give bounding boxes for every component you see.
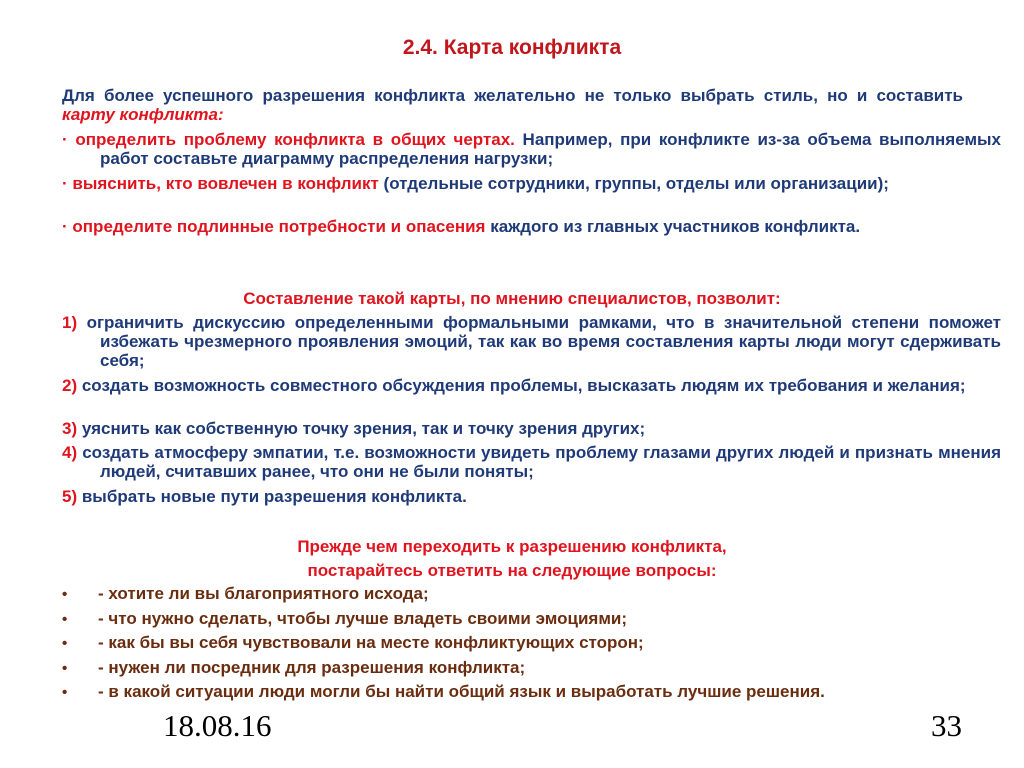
benefit-item <box>62 313 1001 370</box>
step-key-phrase: выяснить, кто вовлечен в конфликт <box>72 174 379 193</box>
intro-paragraph <box>62 86 963 124</box>
question-item <box>62 633 982 654</box>
benefit-number: 1) <box>62 313 78 332</box>
step-item <box>62 217 1001 236</box>
questions-heading-line1: Прежде чем переходить к разрешению конфликта, <box>297 537 727 556</box>
question-item <box>62 609 982 630</box>
step-item <box>62 174 1001 193</box>
benefits-heading: Составление такой карты, по мнению специалистов, позволит: <box>243 289 781 308</box>
benefit-text: ограничить дискуссию определенными формальными рамками, что в значительной степени поможет избежать чрезмерного проявления эмоций, так как во время составления карты люди могут сдерживать себя; <box>77 313 1001 370</box>
step-bullet: · <box>62 217 68 236</box>
step-bullet: · <box>62 174 68 193</box>
benefit-item <box>62 419 1001 438</box>
question-text: - нужен ли посредник для разрешения конфликта; <box>98 658 526 677</box>
benefit-text: создать возможность совместного обсуждения проблемы, высказать людям их требования и желания; <box>77 376 966 395</box>
footer-date: 18.08.16 <box>163 708 272 743</box>
bullet-icon: • <box>62 684 68 701</box>
benefit-item <box>62 487 1001 506</box>
benefit-text: выбрать новые пути разрешения конфликта. <box>77 487 467 506</box>
step-key-phrase: определить проблему конфликта в общих чертах. <box>75 130 515 149</box>
question-item <box>62 658 982 679</box>
benefit-number: 4) <box>62 443 78 462</box>
page-title: 2.4. Карта конфликта <box>402 36 622 59</box>
bullet-icon: • <box>62 635 68 652</box>
step-key-phrase: определите подлинные потребности и опасения <box>72 217 486 236</box>
benefit-item <box>62 443 1001 481</box>
step-text: каждого из главных участников конфликта. <box>485 217 861 236</box>
step-item <box>62 130 1001 168</box>
bullet-icon: • <box>62 660 68 677</box>
benefit-number: 2) <box>62 376 78 395</box>
page-number: 33 <box>931 708 962 743</box>
question-text: - как бы вы себя чувствовали на месте конфликтующих сторон; <box>98 633 644 652</box>
step-bullet: · <box>62 130 68 149</box>
intro-highlight: карту конфликта: <box>62 105 224 124</box>
question-text: - в какой ситуации люди могли бы найти общий язык и выработать лучшие решения. <box>98 682 825 701</box>
step-text: (отдельные сотрудники, группы, отделы или организации); <box>378 174 889 193</box>
questions-heading-line2: постарайтесь ответить на следующие вопросы: <box>307 561 717 580</box>
intro-text: Для более успешного разрешения конфликта желательно не только выбрать стиль, но и составить <box>62 86 963 105</box>
bullet-icon: • <box>62 611 68 628</box>
question-item <box>62 584 982 605</box>
question-text: - хотите ли вы благоприятного исхода; <box>98 584 429 603</box>
step-text: Например, при конфликте из-за объема выполняемых работ составьте диаграмму распределения нагрузки; <box>100 130 1002 168</box>
bullet-icon: • <box>62 586 68 603</box>
benefit-number: 3) <box>62 419 78 438</box>
benefit-number: 5) <box>62 487 78 506</box>
benefit-text: создать атмосферу эмпатии, т.е. возможности увидеть проблему глазами других людей и признать мнения людей, считавших ранее, что они не были поняты; <box>77 443 1001 481</box>
benefit-item <box>62 376 1001 395</box>
benefit-text: уяснить как собственную точку зрения, так и точку зрения других; <box>77 419 646 438</box>
question-text: - что нужно сделать, чтобы лучше владеть своими эмоциями; <box>98 609 628 628</box>
question-item <box>62 682 982 703</box>
